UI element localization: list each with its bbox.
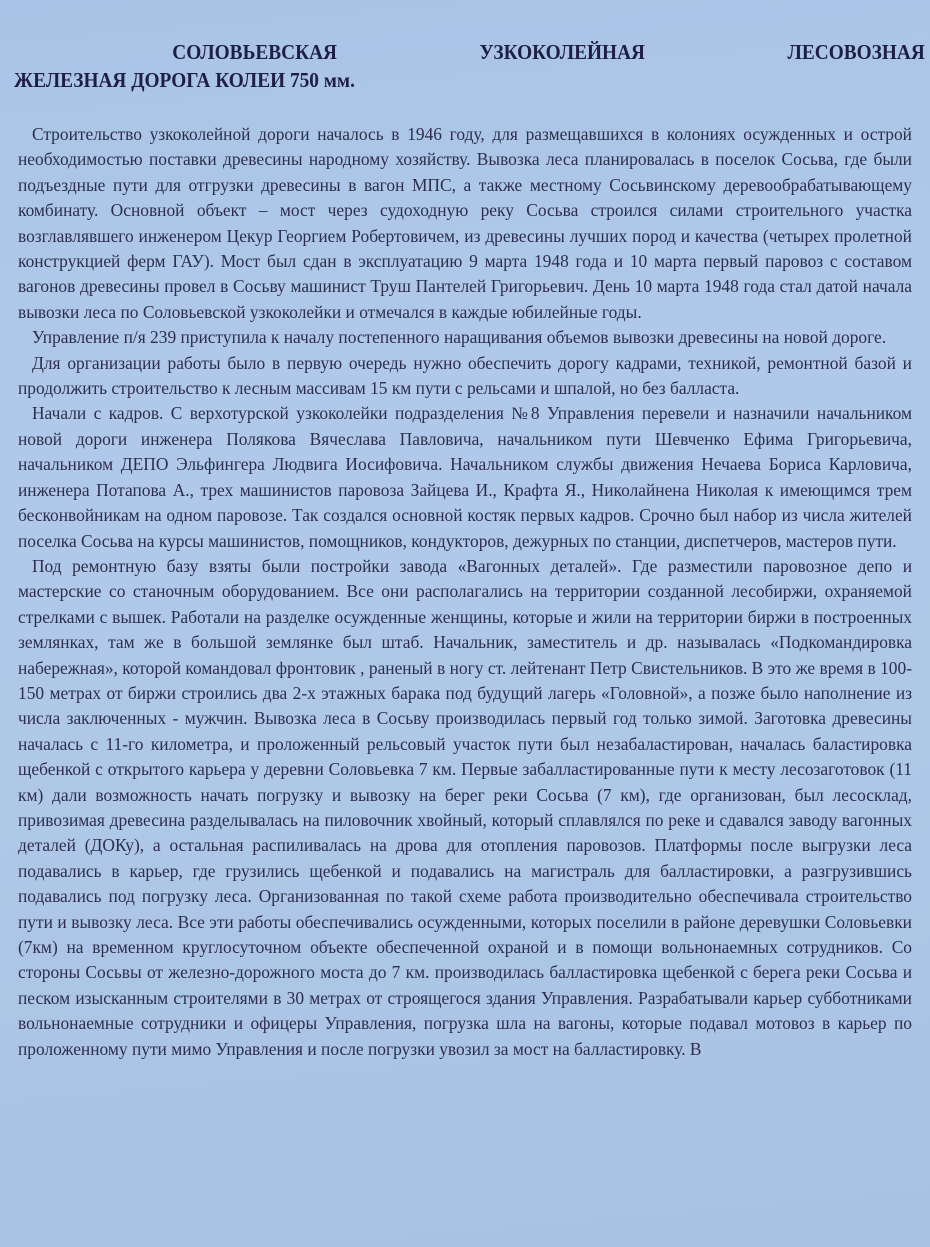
document-body [14,122,912,1062]
title-word: УЗКОКОЛЕЙНАЯ [479,40,645,64]
paragraph: Управление п/я 239 приступила к началу постепенного наращивания объемов вывозки древесины на новой дороге. [32,327,887,348]
title-word: ЛЕСОВОЗНАЯ [787,40,925,64]
title-word: СОЛОВЬЕВСКАЯ [172,40,337,64]
paragraph: Под ремонтную базу взяты были постройки завода «Вагонных деталей». Где разместили паровозное депо и мастерские со станочным оборудованием. Все они располагались на территории созданной лесобиржи, охраняемой стрелками с вышек. Работали на разделке осужденные женщины, которые и жили на территории биржи в построенных землянках, там же в большой землянке был штаб. Начальник, заместитель и др. называлась «Подкомандировка набережная», которой командовал фронтовик , раненый в ногу ст. лейтенант Петр Свистельников. В это же время в 100-150 метрах от биржи строились два 2-х этажных барака под будущий лагерь «Головной», а позже было наполнение из числа заключенных - мужчин. Вывозка леса в Сосьву производилась первый год только зимой. Заготовка древесины началась с 11-го километра, и проложенный рельсовый участок пути был незабаластирован, началась баластировка щебенкой с открытого карьера у деревни Соловьевка 7 км. Первые забалластированные пути к месту лесозаготовок (11 км) дали возможность начать погрузку и вывозку на берег реки Сосьва (7 км), где организован, был лесосклад, привозимая древесина разделывалась на пиловочник хвойный, который сплавлялся по реке и сдавался заводу вагонных деталей (ДОКу), а остальная распиливалась на дрова для отопления паровозов. Платформы после выгрузки леса подавались в карьер, где грузились щебенкой и подавались на магистраль для балластировки, а разгрузившись подавались под погрузку леса. Организованная по такой схеме работа производительно обеспечивала строительство пути и вывозку леса. Все эти работы обеспечивались осужденными, которых поселили в районе деревушки Соловьевки (7км) на временном круглосуточном объекте обеспеченной охраной и в помощи вольнонаемных сотрудников. Со стороны Сосьвы от железно-дорожного моста до 7 км. производилась балластировка щебенкой с берега реки Сосьва и песком изысканным строителями в 30 метрах от строящегося здания Управления. Разрабатывали карьер субботниками вольнонаемные сотрудники и офицеры Управления, погрузка шла на вагоны, которые подавал мотовоз в карьер по проложенному пути мимо Управления и после погрузки увозил за мост на балластировку. В [18,555,912,1059]
document-title [14,38,925,94]
paragraph: Для организации работы было в первую очередь нужно обеспечить дорогу кадрами, техникой, ремонтной базой и продолжить строительство к лесным массивам 15 км пути с рельсами и шпалой, но без балласта. [18,352,912,399]
paragraph: Начали с кадров. С верхотурской узкоколейки подразделения №8 Управления перевели и назначили начальником новой дороги инженера Полякова Вячеслава Павловича, начальником пути Шевченко Ефима Григорьевича, начальником ДЕПО Эльфингера Людвига Иосифовича. Начальником службы движения Нечаева Бориса Карловича, инженера Потапова А., трех машинистов паровоза Зайцева И., Крафта Я., Николайнена Николая к имеющимся трем бесконвойникам на одном паровозе. Так создался основной костяк первых кадров. Срочно был набор из числа жителей поселка Сосьва на курсы машинистов, помощников, кондукторов, дежурных по станции, диспетчеров, мастеров пути. [18,403,912,551]
title-line-2: ЖЕЛЕЗНАЯ ДОРОГА КОЛЕИ 750 мм. [14,68,355,92]
paragraph: Строительство узкоколейной дороги началось в 1946 году, для размещавшихся в колониях осужденных и острой необходимостью поставки древесины народному хозяйству. Вывозка леса планировалась в поселок Сосьва, где были подъездные пути для отгрузки древесины в вагон МПС, а также местному Сосьвинскому деревообрабатывающему комбинату. Основной объект – мост через судоходную реку Сосьва строился силами строительного участка возглавлявшего инженером Цекур Георгием Робертовичем, из древесины лучших пород и качества (четырех пролетной конструкцией ферм ГАУ). Мост был сдан в эксплуатацию 9 марта 1948 года и 10 марта первый паровоз с составом вагонов древесины провел в Сосьву машинист Труш Пантелей Григорьевич. День 10 марта 1948 года стал датой начала вывозки леса по Соловьевской узкоколейки и отмечался в каждые юбилейные годы. [18,124,912,322]
title-line-1 [14,38,925,66]
